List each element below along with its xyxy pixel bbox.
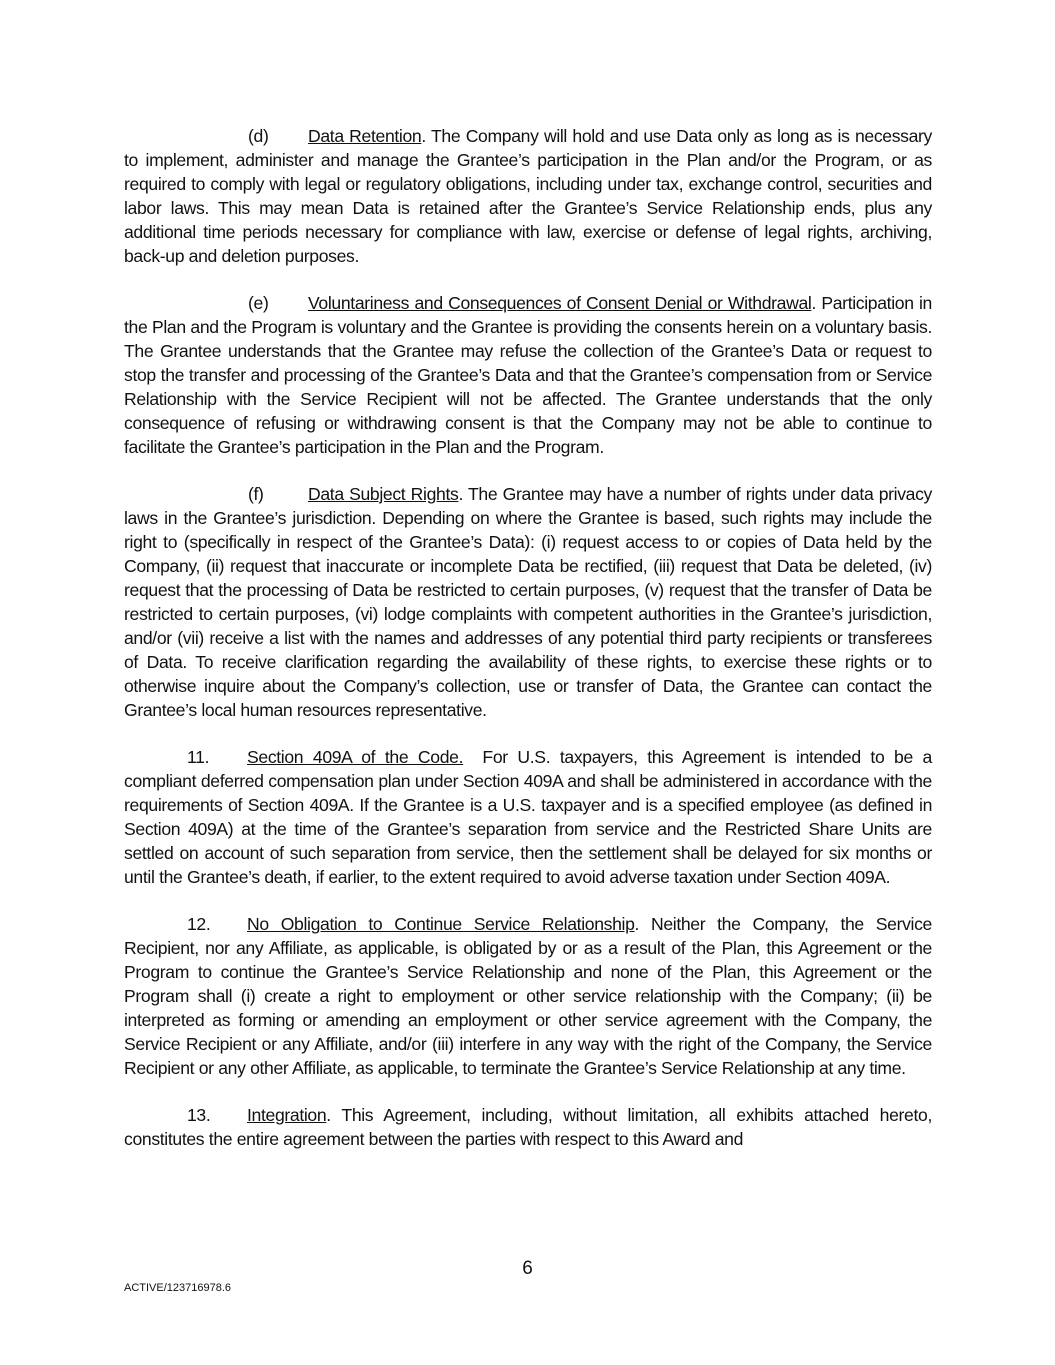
paragraph-text: . Participation in the Plan and the Program is voluntary and the Grantee is providing the consents herein on a voluntary basis. The Grantee understands that the Grantee may refuse the collection of the Grantee’s Data or request to stop the transfer and processing of the Grantee’s Data and that the Grantee’s compensation from or Service Relationship with the Service Recipient will not be affected. The Grantee understands that the only consequence of refusing or withdrawing consent is that the Company may not be able to continue to facilitate the Grantee’s participation in the Plan and the Program. <box>124 293 932 457</box>
paragraph-marker: (d) <box>248 126 269 146</box>
section-heading: Section 409A of the Code. <box>247 747 464 767</box>
section-text: For U.S. taxpayers, this Agreement is intended to be a compliant deferred compensation plan under Section 409A and shall be administered in accordance with the requirements of Section 409A. If the Grantee is a U.S. taxpayer and is a specified employee (as defined in Section 409A) at the time of the Grantee’s separation from service and the Restricted Share Units are settled on account of such separation from service, then the settlement shall be delayed for six months or until the Grantee’s death, if earlier, to the extent required to avoid adverse taxation under Section 409A. <box>124 747 937 887</box>
section-13-integration <box>124 1103 932 1151</box>
paragraph-marker: (e) <box>248 293 269 313</box>
paragraph-f-data-subject-rights <box>124 482 932 722</box>
paragraph-text: . The Company will hold and use Data only as long as is necessary to implement, administer and manage the Grantee’s participation in the Plan and/or the Program, or as required to comply with legal or regulatory obligations, including under tax, exchange control, securities and labor laws. This may mean Data is retained after the Grantee’s Service Relationship ends, plus any additional time periods necessary for compliance with law, exercise or defense of legal rights, archiving, back-up and deletion purposes. <box>124 126 933 266</box>
section-number: 12. <box>187 914 211 934</box>
paragraph-d-data-retention <box>124 124 932 268</box>
page-number: 6 <box>522 1258 533 1279</box>
section-heading: Integration <box>247 1105 327 1125</box>
section-12-no-obligation <box>124 912 932 1080</box>
paragraph-heading: Data Subject Rights <box>308 484 459 504</box>
section-number: 13. <box>187 1105 211 1125</box>
paragraph-text: . The Grantee may have a number of rights under data privacy laws in the Grantee’s jurisdiction. Depending on where the Grantee is based, such rights may include the right to (specifically in respect of the Grantee’s Data): (i) request access to or copies of Data held by the Company, (ii) request that inaccurate or incomplete Data be rectified, (iii) request that Data be deleted, (iv) request that the processing of Data be restricted to certain purposes, (v) request that the transfer of Data be restricted to certain purposes, (vi) lodge complaints with competent authorities in the Grantee’s jurisdiction, and/or (vii) receive a list with the names and addresses of any potential third party recipients or transferees of Data. To receive clarification regarding the availability of these rights, to exercise these rights or to otherwise inquire about the Company’s collection, use or transfer of Data, the Grantee can contact the Grantee’s local human resources representative. <box>124 484 933 720</box>
paragraph-heading: Voluntariness and Consequences of Consent Denial or Withdrawal <box>308 293 812 313</box>
paragraph-e-voluntariness <box>124 291 932 459</box>
paragraph-heading: Data Retention <box>308 126 422 146</box>
document-body <box>124 124 937 1151</box>
section-text: . This Agreement, including, without limitation, all exhibits attached hereto, constitutes the entire agreement between the parties with respect to this Award and <box>124 1105 932 1149</box>
section-11-409a <box>124 745 937 889</box>
section-text: . Neither the Company, the Service Recipient, nor any Affiliate, as applicable, is obligated by or as a result of the Plan, this Agreement or the Program to continue the Grantee’s Service Relationship and none of the Plan, this Agreement or the Program shall (i) create a right to employment or other service relationship with the Company; (ii) be interpreted as forming or amending an employment or other service agreement with the Company, the Service Recipient or any Affiliate, and/or (iii) interfere in any way with the right of the Company, the Service Recipient or any other Affiliate, as applicable, to terminate the Grantee’s Service Relationship at any time. <box>124 914 932 1078</box>
paragraph-marker: (f) <box>248 484 264 504</box>
section-heading: No Obligation to Continue Service Relationship <box>247 914 635 934</box>
section-number: 11. <box>187 747 210 767</box>
document-id: ACTIVE/123716978.6 <box>124 1282 232 1294</box>
